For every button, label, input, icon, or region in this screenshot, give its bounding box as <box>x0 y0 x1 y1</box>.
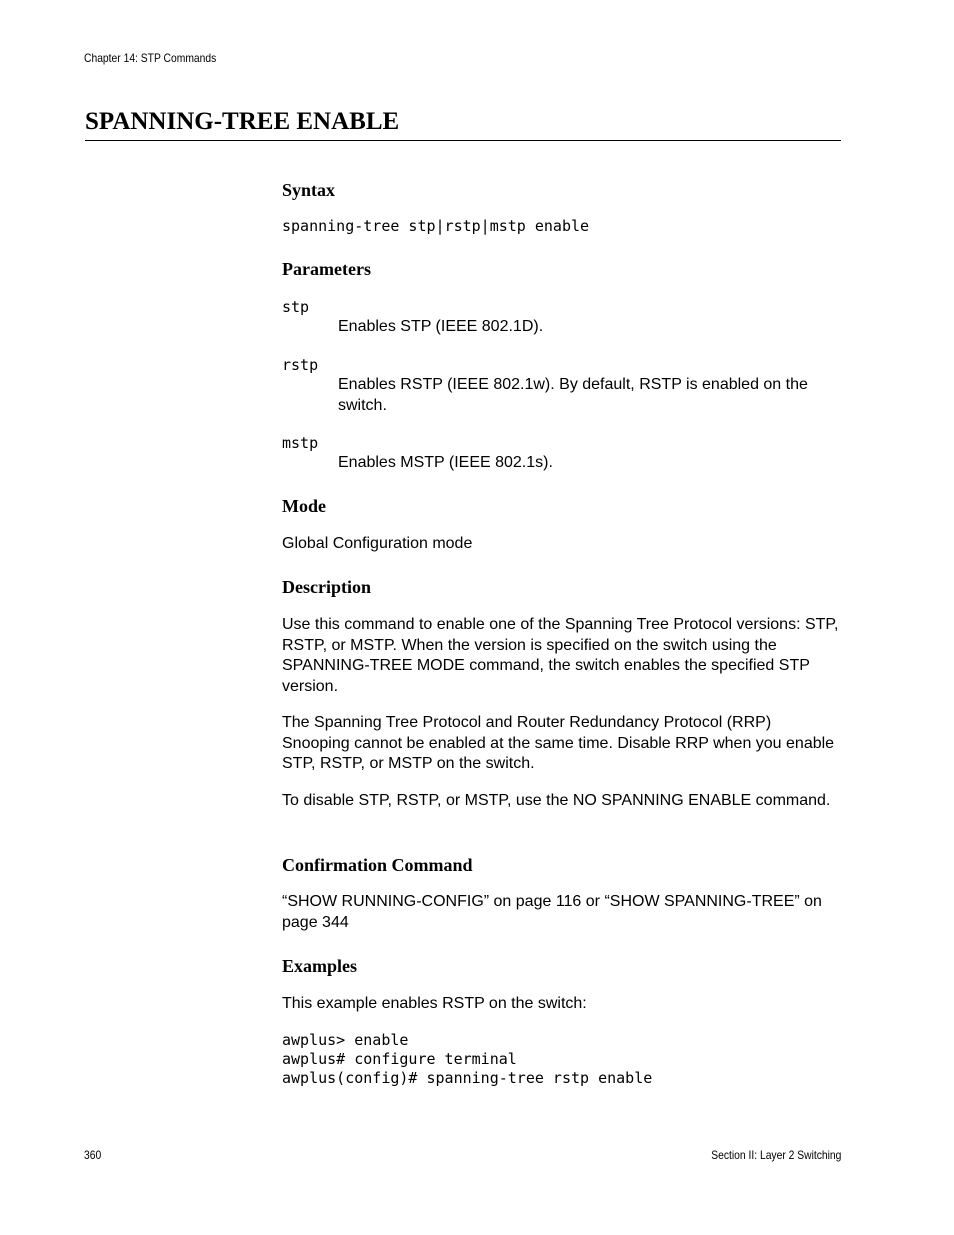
code-line: awplus# configure terminal <box>282 1050 517 1068</box>
confirmation-heading: Confirmation Command <box>282 855 473 875</box>
code-line: awplus> enable <box>282 1031 409 1049</box>
examples-code-block <box>282 1031 652 1088</box>
running-header: Chapter 14: STP Commands <box>84 51 217 65</box>
examples-intro: This example enables RSTP on the switch: <box>282 995 587 1012</box>
description-paragraph-3: To disable STP, RSTP, or MSTP, use the NO SPANNING ENABLE command. <box>282 792 831 809</box>
syntax-heading: Syntax <box>282 180 336 200</box>
confirmation-text: “SHOW RUNNING-CONFIG” on page 116 or “SHOW SPANNING-TREE” on page 344 <box>282 893 822 931</box>
param-stp-description: Enables STP (IEEE 802.1D). <box>338 318 544 335</box>
param-rstp-name: rstp <box>282 356 319 374</box>
description-paragraph-1: Use this command to enable one of the Spanning Tree Protocol versions: STP, RSTP, or MSTP. When the version is specified on the switch using the SPANNING-TREE MODE command, the switch enables the specified STP version. <box>282 616 839 695</box>
param-mstp-description: Enables MSTP (IEEE 802.1s). <box>338 454 553 471</box>
running-footer-section: Section II: Layer 2 Switching <box>710 1148 841 1162</box>
param-stp-name: stp <box>282 298 310 316</box>
mode-text: Global Configuration mode <box>282 535 473 552</box>
page-number: 360 <box>84 1148 102 1162</box>
page-title: SPANNING-TREE ENABLE <box>85 108 400 135</box>
examples-heading: Examples <box>282 956 358 976</box>
description-heading: Description <box>282 577 371 597</box>
syntax-command: spanning-tree stp|rstp|mstp enable <box>282 217 590 235</box>
mode-heading: Mode <box>282 496 326 516</box>
code-line: awplus(config)# spanning-tree rstp enable <box>282 1069 653 1087</box>
description-paragraph-2: The Spanning Tree Protocol and Router Redundancy Protocol (RRP) Snooping cannot be enabled at the same time. Disable RRP when you enable STP, RSTP, or MSTP on the switch. <box>282 714 835 772</box>
title-rule <box>85 140 841 141</box>
param-mstp-name: mstp <box>282 434 319 452</box>
parameters-heading: Parameters <box>282 259 371 279</box>
param-rstp-description: Enables RSTP (IEEE 802.1w). By default, RSTP is enabled on the switch. <box>338 376 808 414</box>
